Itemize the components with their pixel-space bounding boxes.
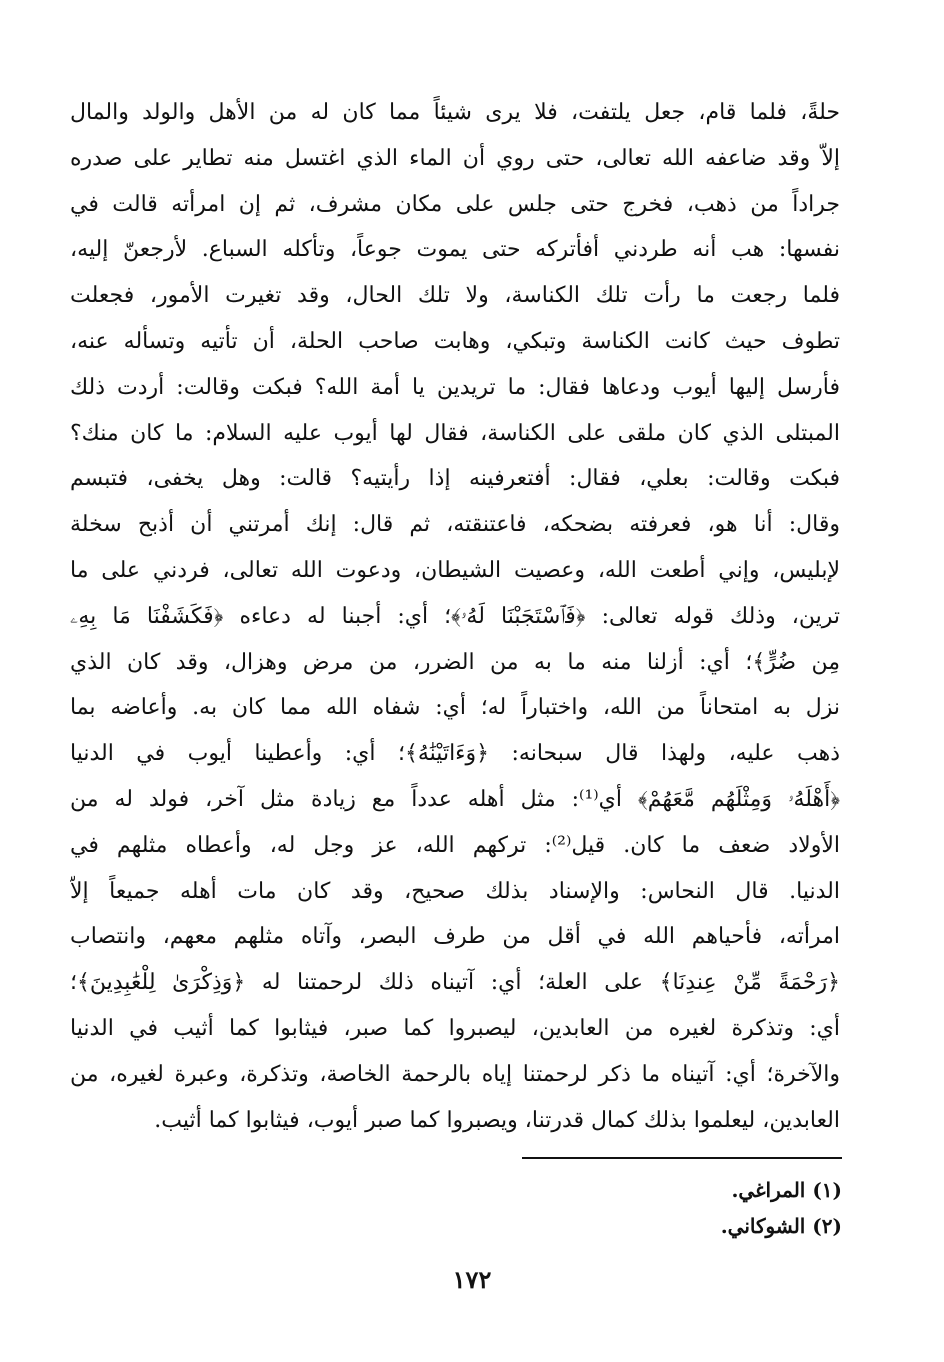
text-line: المبتلى الذي كان ملقى على الكناسة، فقال لها أيوب عليه السلام: ما كان منك؟: [70, 420, 840, 446]
text-line: حلةً، فلما قام، جعل يلتفت، فلا يرى شيئاً مما كان له من الأهل والولد والمال: [70, 100, 840, 125]
text-line: ﴿رَحْمَةً مِّنْ عِندِنَا﴾ على العلة؛ أي: آتيناه ذلك لرحمتنا له ﴿وَذِكْرَىٰ لِلْعَٰبِدِينَ﴾؛: [70, 970, 840, 996]
text-line: الدنيا. قال النحاس: والإسناد بذلك صحيح، وقد كان مات أهله جميعاً إلاّ: [70, 878, 840, 904]
footnotes: [522, 1172, 842, 1244]
text-line: نزل به امتحاناً من الله، واختباراً له؛ أي: شفاه الله مما كان به. وأعاضه بما: [70, 695, 840, 721]
page-number: ١٧٢: [452, 1265, 492, 1294]
text-line: نفسها: هب أنه طردني أفأتركه حتى يموت جوعاً، وتأكله السباع. لأرجعنّ إليه،: [70, 237, 840, 263]
text-line: فلما رجعت ما رأت تلك الكناسة، ولا تلك الحال، وقد تغيرت الأمور، فجعلت: [70, 283, 840, 309]
text-line: وقال: أنا هو، فعرفته بضحكه، فاعتنقته، ثم قال: إنك أمرتني أن أذبح سخلة: [70, 512, 840, 538]
text-line: تطوف حيث كانت الكناسة وتبكي، وهابت صاحب الحلة، أن تأتيه وتسأله عنه،: [70, 328, 840, 354]
text-line: مِن ضُرٍّ﴾؛ أي: أزلنا منه ما به من الضرر، من مرض وهزال، وقد كان الذي: [70, 649, 840, 675]
text-line: ﴿أَهْلَهُۥ وَمِثْلَهُم مَّعَهُمْ﴾ أي⁽¹⁾: مثل أهله عدداً مع زيادة مثل آخر، فولد له من: [70, 786, 840, 812]
text-line: والآخرة؛ أي: آتيناه ما ذكر لرحمتنا إياه بالرحمة الخاصة، وتذكرة، وعبرة لغيره، من: [70, 1061, 840, 1087]
footnote-1: (١) المراغي.: [731, 1178, 842, 1202]
text-line: لإبليس، وإني أطعت الله، وعصيت الشيطان، ودعوت الله تعالى، فردني على ما: [70, 557, 840, 583]
footnote-separator: [522, 1157, 842, 1159]
text-line: ذهب عليه، ولهذا قال سبحانه: ﴿وَءَاتَيْنَٰهُ﴾؛ أي: وأعطينا أيوب في الدنيا: [70, 741, 840, 767]
text-line: إلاّ وقد ضاعفه الله تعالى، حتى روي أن الماء الذي اغتسل منه تطاير على صدره: [70, 145, 840, 171]
text-line: العابدين، ليعلموا بذلك كمال قدرتنا، ويصبروا كما صبر أيوب، فيثابوا كما أثيب.: [154, 1107, 840, 1133]
text-line: جراداً من ذهب، فخرج حتى جلس على مكان مشرف، ثم إن امرأته قالت في: [70, 191, 840, 217]
footnote-2: (٢) الشوكاني.: [720, 1214, 842, 1238]
text-line: فبكت وقالت: بعلي، فقال: أفتعرفينه إذا رأيتيه؟ قالت: وهل يخفى، فتبسم: [70, 466, 840, 492]
text-line: فأرسل إليها أيوب ودعاها فقال: ما تريدين يا أمة الله؟ فبكت وقالت: أردت ذلك: [70, 374, 840, 400]
text-line: ترين، وذلك قوله تعالى: ﴿فَٱسْتَجَبْنَا لَهُۥ﴾؛ أي: أجبنا له دعاءه ﴿فَكَشَفْنَا مَا بِهِۦ: [70, 603, 840, 629]
text-line: امرأته، فأحياهم الله في أقل من طرف البصر، وآتاه مثلهم معهم، وانتصاب: [70, 924, 840, 950]
text-line: أي: وتذكرة لغيره من العابدين، ليصبروا كما صبر، فيثابوا كما أثيب في الدنيا: [70, 1015, 840, 1041]
text-line: الأولاد ضعف ما كان. قيل⁽²⁾: تركهم الله، عز وجل له، وأعطاه مثلهم في: [70, 832, 840, 858]
main-text-block: [70, 90, 840, 1143]
